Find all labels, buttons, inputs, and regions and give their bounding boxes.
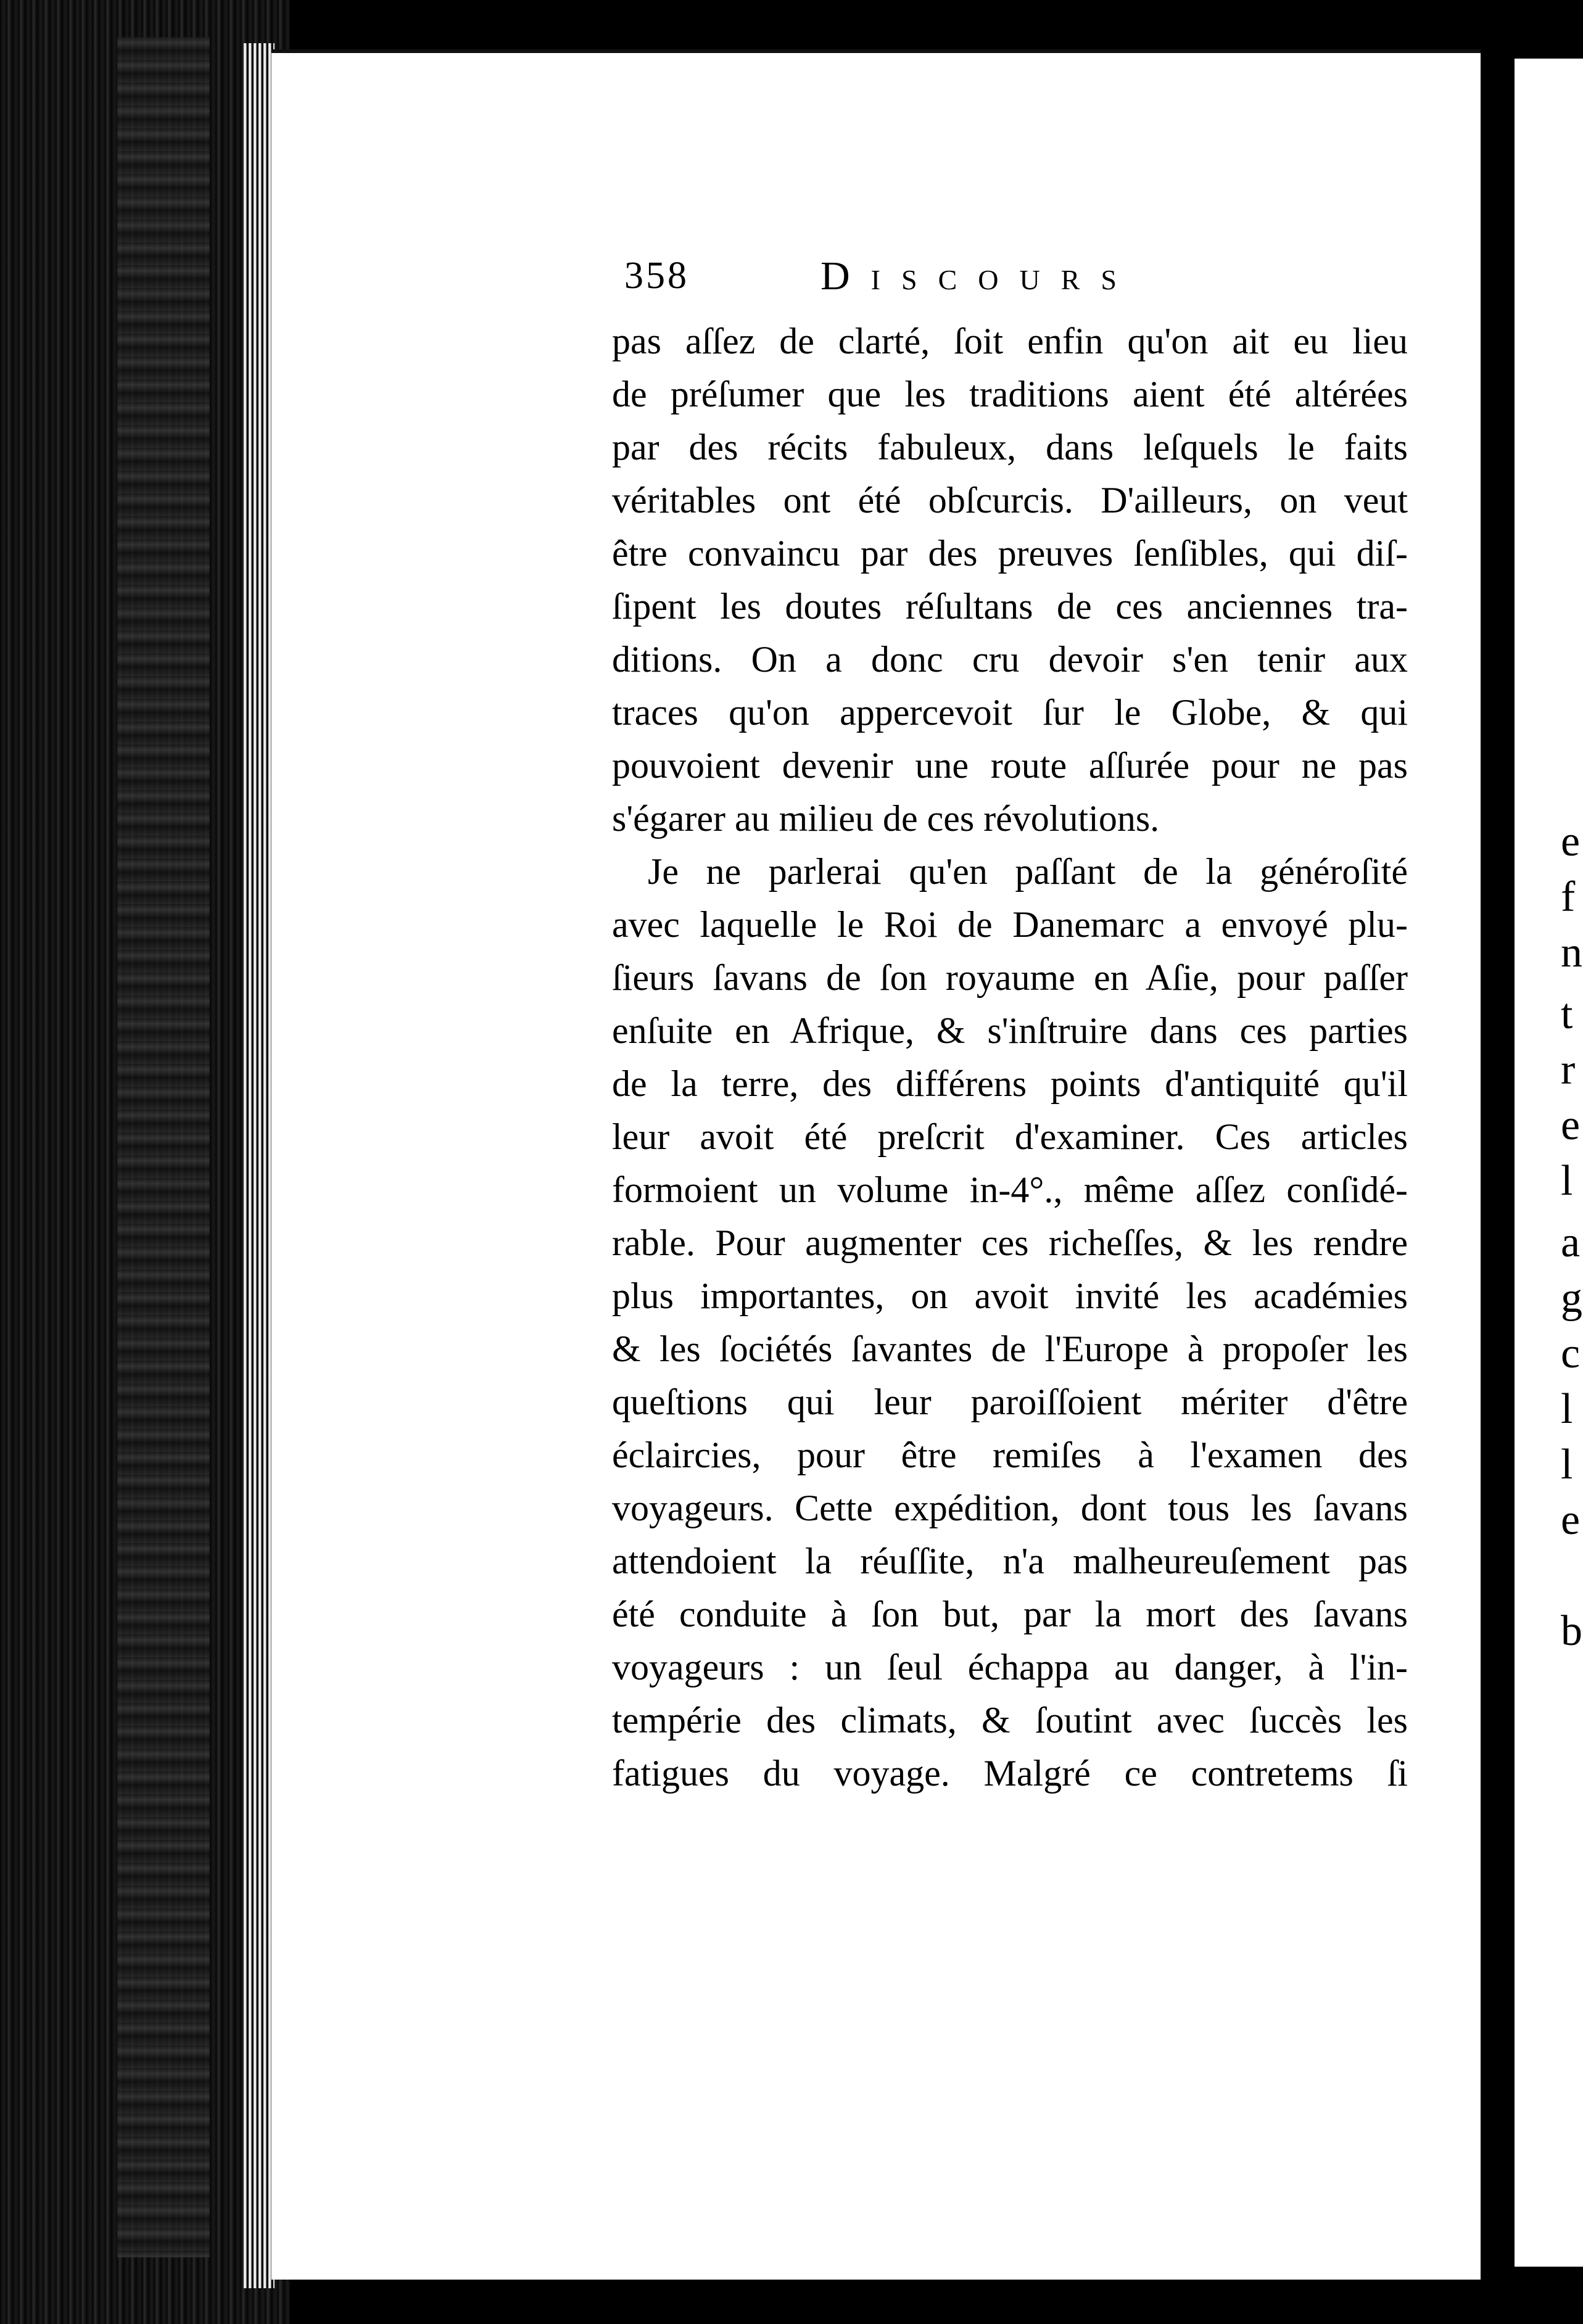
text-line: attendoient la réuſſite, n'a malheureuſement pas	[612, 1541, 1408, 1581]
text-line: leur avoit été preſcrit d'examiner. Ces articles	[612, 1116, 1408, 1157]
adjacent-page-fragment: l	[1561, 1385, 1573, 1433]
binding-texture	[117, 37, 210, 2257]
adjacent-page-fragment: l	[1561, 1157, 1573, 1205]
text-line: enſuite en Afrique, & s'inſtruire dans ces parties	[612, 1010, 1408, 1051]
text-line: voyageurs : un ſeul échappa au danger, à l'in-	[612, 1647, 1408, 1687]
adjacent-page-fragment: f	[1561, 873, 1576, 921]
text-line: rable. Pour augmenter ces richeſſes, & les rendre	[612, 1222, 1408, 1263]
text-line: formoient un volume in-4°., même aſſez conſidé-	[612, 1169, 1408, 1210]
body-text	[612, 315, 1408, 1800]
page-number: 358	[624, 255, 689, 297]
text-line: été conduite à ſon but, par la mort des ſavans	[612, 1594, 1408, 1634]
text-line: ditions. On a donc cru devoir s'en tenir aux	[612, 639, 1408, 680]
adjacent-page-fragment: l	[1561, 1441, 1573, 1488]
adjacent-page-fragment: e	[1561, 818, 1581, 865]
text-line: de la terre, des différens points d'antiquité qu'il	[612, 1063, 1408, 1104]
page-edges	[244, 43, 275, 2288]
adjacent-page-fragment: e	[1561, 1496, 1581, 1544]
text-line: éclaircies, pour être remiſes à l'examen des	[612, 1435, 1408, 1475]
text-line: queſtions qui leur paroiſſoient mériter d'être	[612, 1382, 1408, 1422]
text-line: être convaincu par des preuves ſenſibles, qui diſ-	[612, 533, 1408, 574]
adjacent-page-fragment: b	[1561, 1607, 1582, 1655]
text-line: pouvoient devenir une route aſſurée pour ne pas	[612, 745, 1408, 786]
text-line: véritables ont été obſcurcis. D'ailleurs, on veut	[612, 480, 1408, 521]
text-line: pas aſſez de clarté, ſoit enfin qu'on ait eu lieu	[612, 321, 1408, 361]
running-head	[624, 254, 1217, 297]
adjacent-page-fragment: t	[1561, 991, 1573, 1038]
adjacent-page-fragment: e	[1561, 1102, 1581, 1149]
text-line: & les ſociétés ſavantes de l'Europe à propoſer les	[612, 1329, 1408, 1369]
text-line: ſipent les doutes réſultans de ces anciennes tra-	[612, 586, 1408, 627]
text-line: Je ne parlerai qu'en paſſant de la généroſité	[648, 851, 1408, 892]
text-line: fatigues du voyage. Malgré ce contretems ſi	[612, 1753, 1408, 1794]
text-line: avec laquelle le Roi de Danemarc a envoyé plu-	[612, 904, 1408, 945]
adjacent-page-fragment: g	[1561, 1274, 1582, 1322]
text-line: voyageurs. Cette expédition, dont tous les ſavans	[612, 1488, 1408, 1528]
text-line: de préſumer que les traditions aient été altérées	[612, 374, 1408, 414]
text-line: tempérie des climats, & ſoutint avec ſuccès les	[612, 1700, 1408, 1741]
running-title: Discours	[820, 253, 1138, 299]
adjacent-page-fragment: n	[1561, 929, 1582, 976]
text-line: plus importantes, on avoit invité les académies	[612, 1275, 1408, 1316]
adjacent-page-fragment: a	[1561, 1219, 1581, 1266]
text-line: traces qu'on appercevoit ſur le Globe, & qui	[612, 692, 1408, 733]
adjacent-page-fragment: c	[1561, 1330, 1581, 1377]
text-line: ſieurs ſavans de ſon royaume en Aſie, pour paſſer	[612, 957, 1408, 998]
text-line: par des récits fabuleux, dans leſquels le faits	[612, 427, 1408, 468]
text-line: s'égarer au milieu de ces révolutions.	[612, 798, 1160, 839]
adjacent-page-fragment: r	[1561, 1046, 1576, 1094]
